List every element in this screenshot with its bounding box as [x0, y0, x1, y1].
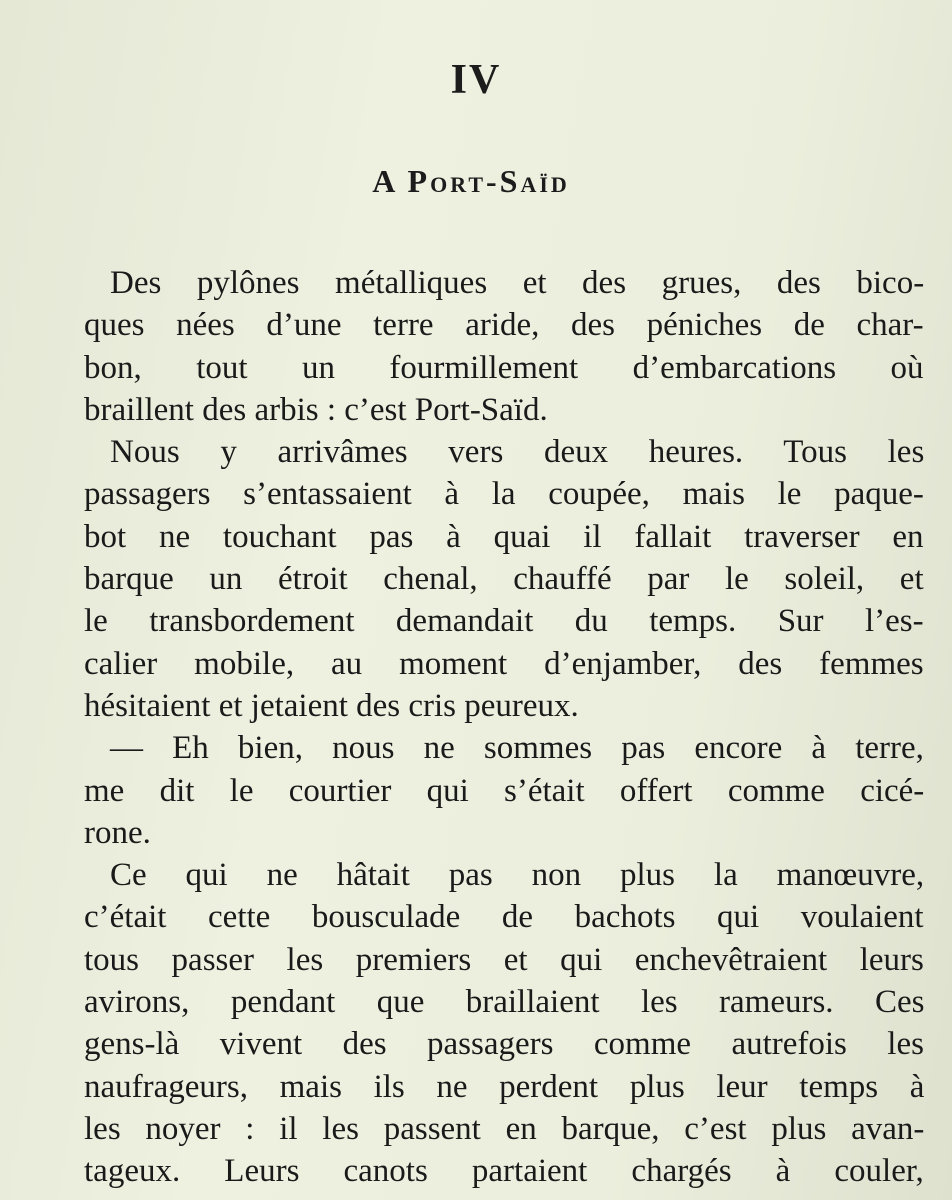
- text-line: Nous y arrivâmes vers deux heures. Tous les: [110, 434, 925, 471]
- text-line: barque un étroit chenal, chauffé par le soleil, et: [84, 561, 924, 598]
- text-line: tageux. Leurs canots partaient chargés à couler,: [84, 1153, 924, 1190]
- text-line: hésitaient et jetaient des cris peureux.: [84, 687, 579, 724]
- text-line: passagers s’entassaient à la coupée, mais le paque-: [84, 476, 924, 513]
- body-text: [82, 262, 924, 1193]
- chapter-title: A Port-Saïd: [372, 163, 570, 199]
- text-line: calier mobile, au moment d’enjamber, des femmes: [84, 645, 924, 682]
- chapter-number: IV: [450, 57, 502, 103]
- text-line: — Eh bien, nous ne sommes pas encore à terre,: [110, 730, 924, 767]
- text-line: ques nées d’une terre aride, des péniches de char-: [84, 307, 924, 344]
- text-line: bon, tout un fourmillement d’embarcations où: [84, 349, 924, 386]
- text-line: Des pylônes métalliques et des grues, des bico-: [110, 265, 925, 301]
- text-line: me dit le courtier qui s’était offert comme cicé-: [84, 772, 925, 809]
- text-line: gens-là vivent des passagers comme autrefois les: [84, 1026, 924, 1063]
- text-line: rone.: [84, 814, 151, 851]
- text-line: Ce qui ne hâtait pas non plus la manœuvre,: [110, 857, 925, 894]
- text-line: le transbordement demandait du temps. Sur l’es-: [84, 603, 924, 640]
- text-line: tous passer les premiers et qui enchevêtraient leurs: [84, 941, 924, 978]
- text-line: avirons, pendant que braillaient les rameurs. Ces: [84, 984, 925, 1021]
- text-line: c’était cette bousculade de bachots qui voulaient: [84, 899, 924, 936]
- text-line: bot ne touchant pas à quai il fallait traverser en: [84, 518, 924, 555]
- text-line: les noyer : il les passent en barque, c’est plus avan-: [84, 1110, 925, 1147]
- text-line: naufrageurs, mais ils ne perdent plus leur temps à: [84, 1068, 925, 1105]
- text-line: braillent des arbis : c’est Port-Saïd.: [84, 391, 548, 428]
